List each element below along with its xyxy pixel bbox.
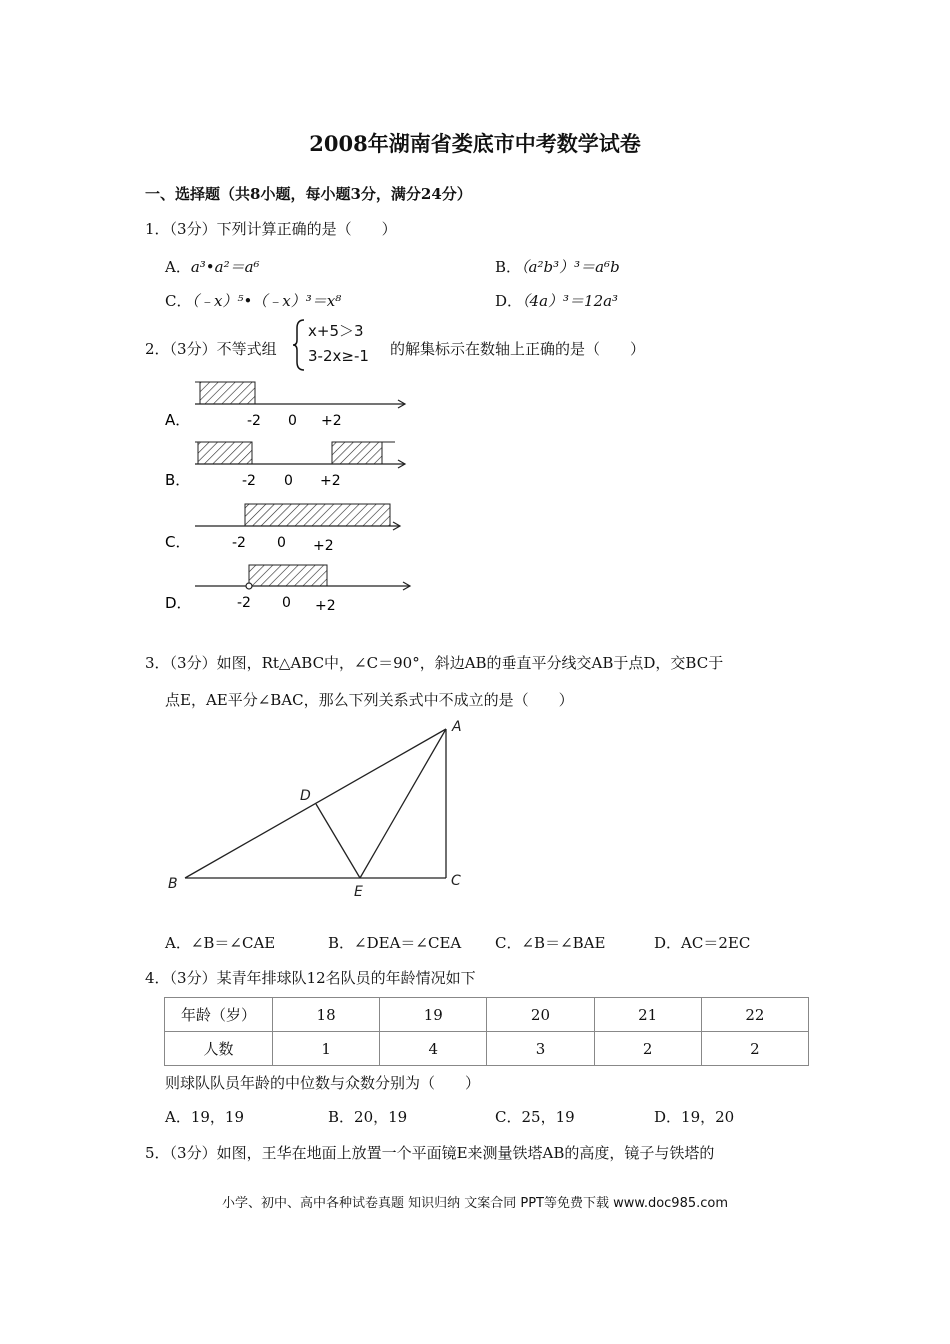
q3-option-a: A．∠B＝∠CAE: [165, 934, 276, 952]
q2-option-d-label: D．: [165, 594, 192, 612]
table-cell: 1: [273, 1032, 380, 1066]
q1-option-b-expr: （a²b³）³＝a⁶b: [521, 258, 620, 276]
tick-label: +2: [313, 538, 334, 554]
table-cell: 人数: [165, 1032, 273, 1066]
point-label-b: B: [168, 876, 178, 892]
q1-option-b-label: B．: [495, 258, 522, 276]
table-cell: 4: [380, 1032, 487, 1066]
table-cell: 19: [380, 998, 487, 1032]
q4-option-a: A．19，19: [165, 1108, 245, 1126]
q5-stem: 5．（3分）如图，王华在地面上放置一个平面镜E来测量铁塔AB的高度，镜子与铁塔的: [145, 1144, 715, 1162]
q3-option-b: B．∠DEA＝∠CEA: [328, 934, 462, 952]
tick-label: +2: [321, 413, 342, 429]
q4-stem: 4．（3分）某青年排球队12名队员的年龄情况如下: [145, 969, 476, 987]
q4-option-c: C．25，19: [495, 1108, 575, 1126]
inequality-2: 3-2x≥-1: [308, 347, 369, 365]
tick-label: 0: [277, 535, 286, 551]
open-circle-marker: [246, 583, 252, 589]
q3-stem-line1: 3．（3分）如图，Rt△ABC中，∠C＝90°，斜边AB的垂直平分线交AB于点D，交BC于: [145, 654, 724, 672]
q1-option-a-label: A．: [165, 258, 191, 276]
q1-option-b: [495, 256, 620, 277]
tick-label: -2: [237, 595, 251, 611]
q3-option-d: D．AC＝2EC: [654, 934, 751, 952]
point-label-d: D: [300, 788, 311, 804]
triangle-figure: [160, 712, 480, 902]
q1-option-d: [495, 290, 618, 311]
point-label-a: A: [452, 719, 462, 735]
q2-stem-suffix: 的解集标示在数轴上正确的是（ ）: [390, 340, 646, 358]
q3-option-c: C．∠B＝∠BAE: [495, 934, 606, 952]
q2-option-a-label: A．: [165, 411, 191, 429]
tick-label: -2: [242, 473, 256, 489]
q4-question: 则球队队员年龄的中位数与众数分别为（ ）: [165, 1074, 481, 1092]
table-cell: 年龄（岁）: [165, 998, 273, 1032]
tick-label: -2: [232, 535, 246, 551]
tick-label: 0: [282, 595, 291, 611]
q1-option-c: [165, 290, 341, 311]
q1-stem: 1．（3分）下列计算正确的是（ ）: [145, 220, 397, 238]
number-line-options: [160, 372, 420, 617]
page-title: 2008年湖南省娄底市中考数学试卷: [309, 131, 641, 156]
table-cell: 2: [594, 1032, 701, 1066]
number-line-c: [195, 504, 400, 554]
tick-label: 0: [288, 413, 297, 429]
q1-option-d-label: D．: [495, 292, 523, 310]
table-cell: 22: [701, 998, 808, 1032]
table-cell: 3: [487, 1032, 594, 1066]
number-line-b: [195, 442, 405, 489]
q1-option-a-expr: a³•a²＝a⁶: [190, 258, 260, 276]
q2-stem-prefix: 2．（3分）不等式组: [145, 340, 277, 358]
page-footer: 小学、初中、高中各种试卷真题 知识归纳 文案合同 PPT等免费下载 www.doc985.com: [221, 1196, 729, 1211]
inequality-brace: [292, 318, 306, 372]
q4-option-b: B．20，19: [328, 1108, 408, 1126]
inequality-1: x+5＞3: [308, 322, 364, 340]
section-heading: 一、选择题（共8小题，每小题3分，满分24分）: [145, 185, 472, 203]
tick-label: -2: [247, 413, 261, 429]
table-row: [165, 998, 809, 1032]
q1-option-a: [165, 256, 260, 277]
number-line-a: [195, 382, 405, 429]
q2-option-b-label: B．: [165, 471, 191, 489]
point-label-c: C: [451, 873, 461, 889]
q1-option-c-expr: （﹣x）⁵•（﹣x）³＝x⁸: [191, 292, 342, 310]
q4-option-d: D．19，20: [654, 1108, 735, 1126]
point-label-e: E: [354, 884, 363, 900]
table-cell: 20: [487, 998, 594, 1032]
age-table: [164, 997, 809, 1066]
table-cell: 21: [594, 998, 701, 1032]
tick-label: 0: [284, 473, 293, 489]
q2-option-c-label: C．: [165, 533, 191, 551]
q1-option-c-label: C．: [165, 292, 192, 310]
table-row: [165, 1032, 809, 1066]
q3-stem-line2: 点E，AE平分∠BAC，那么下列关系式中不成立的是（ ）: [165, 691, 574, 709]
tick-label: +2: [320, 473, 341, 489]
table-cell: 18: [273, 998, 380, 1032]
number-line-d: [195, 565, 410, 614]
table-cell: 2: [701, 1032, 808, 1066]
tick-label: +2: [315, 598, 336, 614]
q1-option-d-expr: （4a）³＝12a³: [522, 292, 619, 310]
